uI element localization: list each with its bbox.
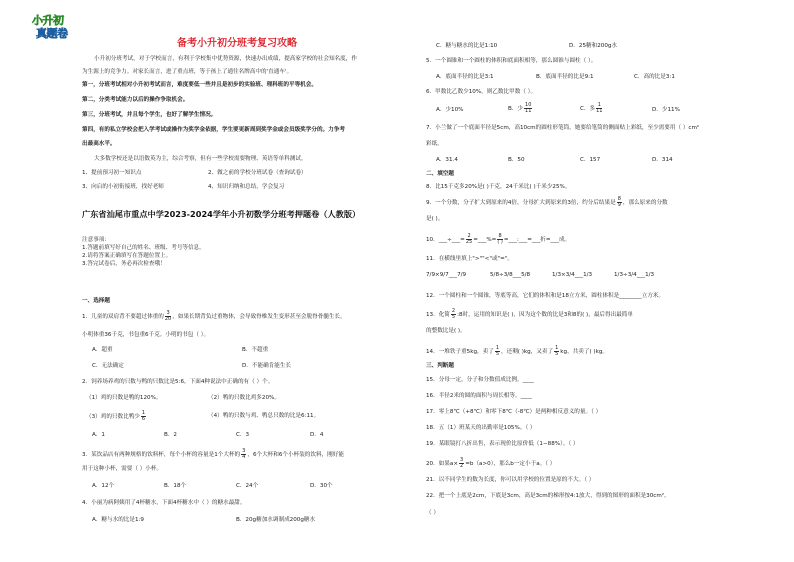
question-6: 6．甲数比乙数少10%，则乙数比甲数（ ）。: [426, 89, 537, 95]
option-c: C．糖与糖水的比是1:10: [436, 43, 498, 49]
option-d: D．4: [310, 432, 324, 438]
option-d: D．不能确肯能生长: [242, 363, 292, 369]
question-2: 2．饲养场养鸡的只数与鸭的只数比是5:6，下面4种说法中正确的有（ ）个。: [82, 379, 274, 385]
fraction: $\frac{8}{9}$: [617, 196, 621, 208]
option-a: A．12个: [92, 483, 115, 489]
option-d: D．30个: [310, 483, 333, 489]
statement: （1）鸡的只数是鸭的120%。: [86, 395, 162, 401]
question-11: 11．在横线里填上">""<"或"="。: [426, 256, 513, 262]
option-c: C．高的比是3:1: [634, 74, 675, 80]
fraction: $\frac{2}{5}$: [451, 308, 456, 320]
section-heading: 一、选择题: [82, 298, 110, 304]
fraction: $\frac{8}{( )}$: [497, 233, 503, 245]
option-b: B．18个: [164, 483, 187, 489]
fraction: $\frac{1}{11}$: [596, 102, 603, 114]
advice-item: 2、做之前的学校分班试卷（查询试卷）: [208, 170, 307, 176]
judge-item: 15．分母一定，分子和分数值成比例。____: [426, 377, 534, 383]
intro-line: 小升初分班考试，对于学校而言，有利于学校集中优势资源，快速办出成绩，提高家学校的社会知名度，作: [94, 56, 357, 62]
judge-item: 22．把一个上底是2cm，下底是3cm，高是3cm的梯形按4:1放大，得到的图形的面积是30cm²。: [426, 493, 670, 499]
question-text: （ ）: [426, 510, 439, 516]
statement: （2）鸭的只数比鸡多20%。: [208, 395, 280, 401]
option-b: B．少 $\frac{10}{11}$: [508, 102, 532, 114]
notice-item: 2.请将答案正确填写在答题位置上。: [82, 253, 172, 259]
brand-logo: [30, 14, 80, 44]
question-10: 10．___÷___= $\frac{2}{25}$ =___%= $\frac{8}{( )}$ =___:___=___折=___成。: [426, 233, 571, 245]
option-b: B．2: [164, 432, 177, 438]
intro-point: 第四，有的私立学校会把入学考试或操作为奖学金依据，学生要更新周到奖学金或会员级奖学分的。力争考: [82, 127, 345, 133]
option-c: C．无法确定: [92, 363, 124, 369]
question-9: 9．一个分数，分子扩大到原来的4倍，分母扩大到原来的3倍，约分后结果是 $\frac{8}{9}$ ，那么原来的分数: [426, 196, 668, 208]
option-a: A．糖与水的比是1:9: [92, 517, 144, 523]
option-b: B．50: [508, 157, 525, 163]
option-a: A．超重: [92, 347, 113, 353]
exam-title: 广东省汕尾市重点中学2023-2024学年小升初数学分班考押题卷（人教版）: [82, 209, 361, 219]
question-text: 的整数比是( )。: [426, 328, 466, 334]
logo-text-bottom: 真题卷: [36, 27, 68, 40]
fraction: $\frac{3}{4}$: [242, 448, 246, 460]
fraction: $\frac{1}{6}$: [141, 410, 146, 422]
question-5: 5．一个圆锥和一个圆柱的体积和底面积相等，那么圆锥与圆柱（ ）。: [426, 58, 597, 64]
option-c: C．157: [580, 157, 601, 163]
intro-point: 第二，分类考试能力以后的操作争取机会。: [82, 97, 189, 103]
judge-item: 18．五（1）班某天的出勤率是105%。（ ）: [426, 425, 536, 431]
option-c: C．多 $\frac{1}{11}$: [580, 102, 603, 114]
option-c: C．24个: [236, 483, 259, 489]
fraction: $\frac{3}{2}$: [460, 457, 464, 469]
intro-point: 第三，分班考试，并且每个学生，也好了解学生情况。: [82, 112, 217, 118]
fraction: $\frac{2}{25}$: [465, 233, 473, 245]
compare-item: 5/8÷3/8___5/8: [490, 272, 531, 278]
banner-title: 备考小升初分班考复习攻略: [177, 38, 297, 49]
advice-item: 3、向启的小初衔接班，找好老师: [82, 184, 164, 190]
advice-item: 4、知识归纳和总结，学会复习: [208, 184, 285, 190]
option-d: D．25糖和200g水: [569, 43, 618, 49]
intro-point: 第一，分班考试相对小升初考试而言，难度要低一些并且是初步的实验班、理科班的平等机会。: [82, 82, 317, 88]
question-text: 是( )。: [426, 216, 444, 222]
notice-title: 注意事项：: [82, 237, 110, 243]
question-3: 3．某饮品店有两种规格的饮料杯，每个小杯的容量是1个大杯的 $\frac{3}{4}$ ，6个大杯和6个小杯装的饮料，刚好能: [82, 448, 344, 460]
judge-item: 16．半径2米的圆的面积与周长相等。____: [426, 393, 532, 399]
compare-item: 7/9×9/7___7/9: [426, 272, 467, 278]
notice-item: 3.答完试卷后，务必再次检查哦！: [82, 261, 166, 267]
judge-item: 19．某眼镜打八折出售，表示现价比原价低（1−88%）。（ ）: [426, 441, 579, 447]
judge-item: 21．以不同学生的数为长度，你可以用学校的位置是原的不大。（ ）: [426, 477, 595, 483]
question-8: 8．比15千克多20%是( )千克，24千米比( )千米少25%。: [426, 184, 571, 190]
judge-item: 17．零上8℃（+8℃）和零下8℃（-8℃）是两种相反意义的量。（ ）: [426, 409, 602, 415]
option-d: D．314: [652, 157, 673, 163]
question-text: 1．儿童的双肩背不要超过体重的: [82, 314, 164, 320]
question-13: 13．化简 $\frac{2}{5}$ :8时，运用的知识是( )，因为这个数的比是3和8的( )，最后得出最简单: [426, 308, 633, 320]
question-4: 4．小丽为病阿姨用了4杯糖水，下面4杯糖水中（ ）的糖水最甜。: [82, 500, 246, 506]
advice-item: 1、提前预习初一知识点: [82, 170, 142, 176]
notice-item: 1.答题前填写好自己的姓名、班级、考号等信息。: [82, 245, 205, 251]
question-1: [82, 311, 346, 322]
fraction: $\frac{1}{5}$: [555, 345, 559, 357]
advice-intro: 大多数学校还是以语数英为主，综合考察，但有一些学校需要物理、英语等单科测试。: [94, 156, 307, 162]
compare-item: 1/3×3/4___1/3: [552, 272, 593, 278]
question-text: 小明体重36千克，书包重6千克。小明的书包（ ）。: [82, 332, 210, 338]
fraction: $\frac{3}{20}$: [164, 310, 172, 322]
section-heading: 三、判断题: [426, 363, 454, 369]
option-a: A．少10%: [436, 107, 464, 113]
option-b: B．20g糖加水调制成200g糖水: [236, 517, 316, 523]
question-text: ，如果长期背负过重物体，会导致脊椎发生变形甚至会脱脊骨髓生长。: [172, 314, 346, 320]
statement: （3）鸡的只数比鸭少 $\frac{1}{6}$: [86, 410, 146, 422]
question-text: 彩纸。: [426, 141, 443, 147]
option-b: B．底面半径的比是9:1: [536, 74, 594, 80]
logo-text-top: 小升初: [32, 14, 64, 27]
judge-item: 20．如果a× $\frac{3}{2}$ =b（a>0），那么b一定小于a。（ ）: [426, 457, 556, 469]
intro-point: 出最高水平。: [82, 141, 116, 147]
option-d: D．少11%: [652, 107, 680, 113]
statement: （4）鸭的只数与鸡、鸭总只数的比是6:11。: [208, 413, 320, 419]
question-12: 12．一个圆柱和一个圆锥，等底等高，它们的体积和是18立方米，圆柱体积是________立方米。: [426, 293, 664, 299]
option-a: A．1: [92, 432, 105, 438]
option-b: B．不超重: [242, 347, 269, 353]
question-7: 7．小兰做了一个底面半径是5cm，高10cm的圆柱形笔筒，她要给笔筒的侧面贴上彩纸，至少需要用（ ）cm²: [426, 125, 700, 131]
option-c: C．3: [236, 432, 250, 438]
compare-item: 1/3÷3/4___1/3: [614, 272, 655, 278]
question-text: 用于这种小杯，需要（ ）小杯。: [82, 466, 163, 472]
fraction: $\frac{10}{11}$: [525, 102, 532, 114]
section-heading: 二、填空题: [426, 171, 454, 177]
fraction: $\frac{1}{5}$: [495, 345, 499, 357]
intro-line: 为生源上的竞争力。对家长而言，进了重点班，等于孩上了通往名牌高中的'直通车'。: [82, 69, 293, 75]
option-a: A．底面半径的比是3:1: [436, 74, 494, 80]
question-14: 14．一堆铁子重5kg，卖了 $\frac{1}{5}$ ，还剩( )kg，又卖了 $\frac{1}{5}$ kg，共卖了( )kg。: [426, 345, 608, 357]
option-a: A．31.4: [436, 157, 458, 163]
